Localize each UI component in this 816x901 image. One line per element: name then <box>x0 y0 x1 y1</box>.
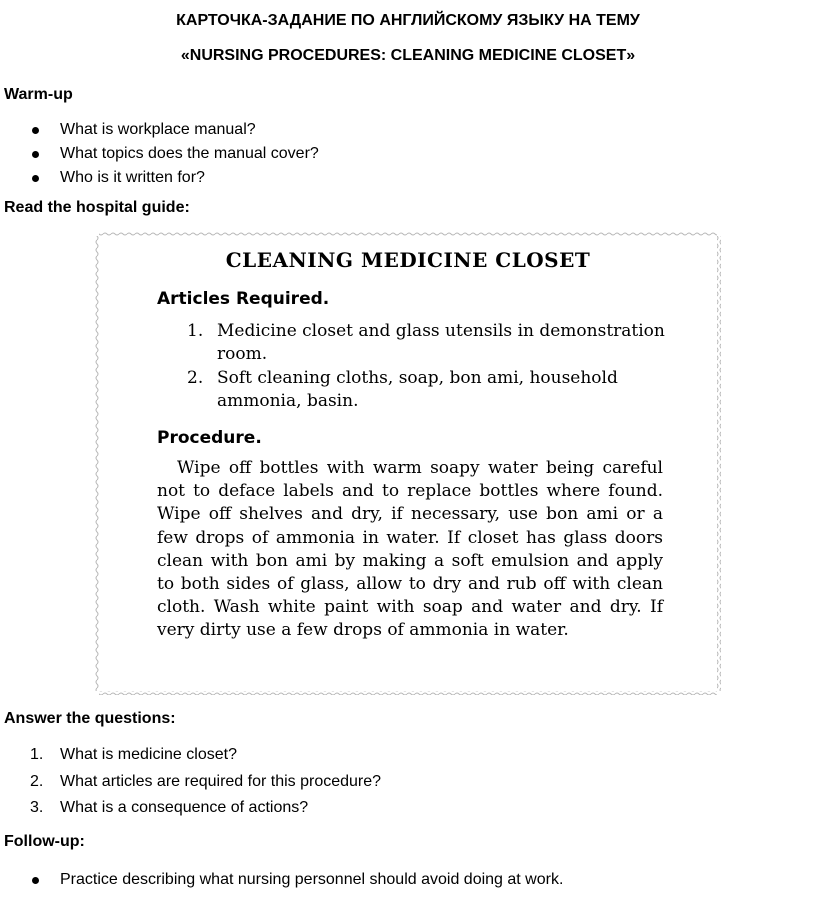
procedure-heading: Procedure. <box>157 428 262 448</box>
page-title-line-1: КАРТОЧКА-ЗАДАНИЕ ПО АНГЛИЙСКОМУ ЯЗЫКУ НА ТЕМУ <box>176 12 640 29</box>
questions-list <box>0 745 381 825</box>
warmup-list <box>0 120 319 192</box>
article-item: 1. Medicine closet and glass utensils in demonstration room. <box>187 321 665 364</box>
bullet-icon <box>32 175 39 182</box>
page-title-line-2: «NURSING PROCEDURES: CLEANING MEDICINE CLOSET» <box>180 47 636 64</box>
answer-heading: Answer the questions: <box>4 710 176 727</box>
list-item: What topics does the manual cover? <box>0 144 319 168</box>
list-item: What is workplace manual? <box>0 120 319 144</box>
bullet-icon <box>32 877 39 884</box>
bullet-icon <box>32 127 39 134</box>
list-item: 1. What is medicine closet? <box>30 746 237 763</box>
scanned-excerpt <box>95 232 721 695</box>
list-item: Who is it written for? <box>0 168 319 192</box>
excerpt-title: CLEANING MEDICINE CLOSET <box>225 248 591 272</box>
articles-heading: Articles Required. <box>157 289 330 309</box>
list-item: 3. What is a consequence of actions? <box>30 799 309 816</box>
warmup-heading: Warm-up <box>4 86 73 103</box>
list-item: Practice describing what nursing personnel should avoid doing at work. <box>0 870 563 894</box>
article-item: 2. Soft cleaning cloths, soap, bon ami, household ammonia, basin. <box>187 368 618 411</box>
followup-heading: Follow-up: <box>4 833 85 850</box>
procedure-text: Wipe off bottles with warm soapy water being careful not to deface labels and to replace bottles where found. Wipe off shelves and dry, if necessary, use bon ami or a few drops of ammonia in water. If closet has glass doors clean with bon ami by making a soft emulsion and apply to both sides of glass, allow to dry and rub off with clean cloth. Wash white paint with soap and water and dry. If very dirty use a few drops of ammonia in water. <box>157 458 663 641</box>
bullet-icon <box>32 151 39 158</box>
list-item: 2. What articles are required for this procedure? <box>30 772 382 790</box>
read-heading: Read the hospital guide: <box>4 199 190 216</box>
followup-list <box>0 870 563 894</box>
